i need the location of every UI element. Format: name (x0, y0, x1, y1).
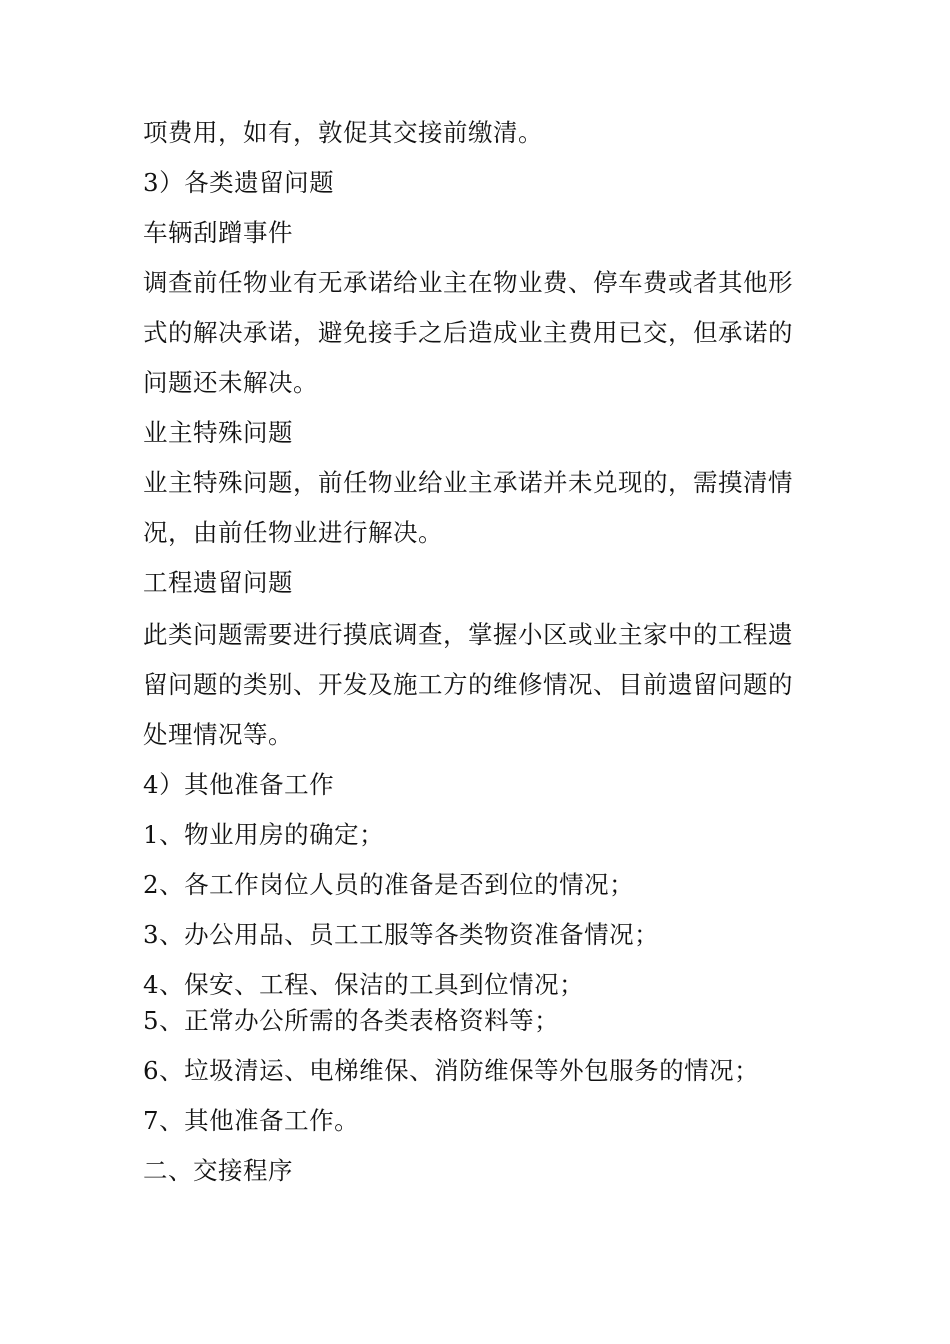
list-item-2: 2、各工作岗位人员的准备是否到位的情况； (143, 870, 635, 899)
list-item-6: 6、垃圾清运、电梯维保、消防维保等外包服务的情况； (143, 1056, 760, 1085)
paragraph-engineering-line-1: 此类问题需要进行摸底调查，掌握小区或业主家中的工程遗 (143, 620, 793, 649)
paragraph-engineering-line-3: 处理情况等。 (143, 720, 293, 749)
list-item-5: 5、正常办公所需的各类表格资料等； (143, 1006, 560, 1035)
heading-other-preparation: 4）其他准备工作 (143, 770, 335, 799)
subheading-engineering: 工程遗留问题 (143, 568, 293, 597)
paragraph-owner-line-2: 况，由前任物业进行解决。 (143, 518, 443, 547)
paragraph-vehicle-line-1: 调查前任物业有无承诺给业主在物业费、停车费或者其他形 (143, 268, 793, 297)
paragraph-engineering-line-2: 留问题的类别、开发及施工方的维修情况、目前遗留问题的 (143, 670, 793, 699)
list-item-1: 1、物业用房的确定； (143, 820, 385, 849)
list-item-4: 4、保安、工程、保洁的工具到位情况； (143, 970, 585, 999)
paragraph-vehicle-line-2: 式的解决承诺，避免接手之后造成业主费用已交，但承诺的 (143, 318, 793, 347)
paragraph-fee-end: 项费用，如有，敦促其交接前缴清。 (143, 118, 543, 147)
paragraph-vehicle-line-3: 问题还未解决。 (143, 368, 318, 397)
subheading-vehicle-scratch: 车辆刮蹭事件 (143, 218, 293, 247)
section-heading-handover: 二、交接程序 (143, 1156, 293, 1185)
subheading-owner-special: 业主特殊问题 (143, 418, 293, 447)
list-item-7: 7、其他准备工作。 (143, 1106, 360, 1135)
list-item-3: 3、办公用品、员工工服等各类物资准备情况； (143, 920, 660, 949)
paragraph-owner-line-1: 业主特殊问题，前任物业给业主承诺并未兑现的，需摸清情 (143, 468, 793, 497)
heading-legacy-issues: 3）各类遗留问题 (143, 168, 335, 197)
